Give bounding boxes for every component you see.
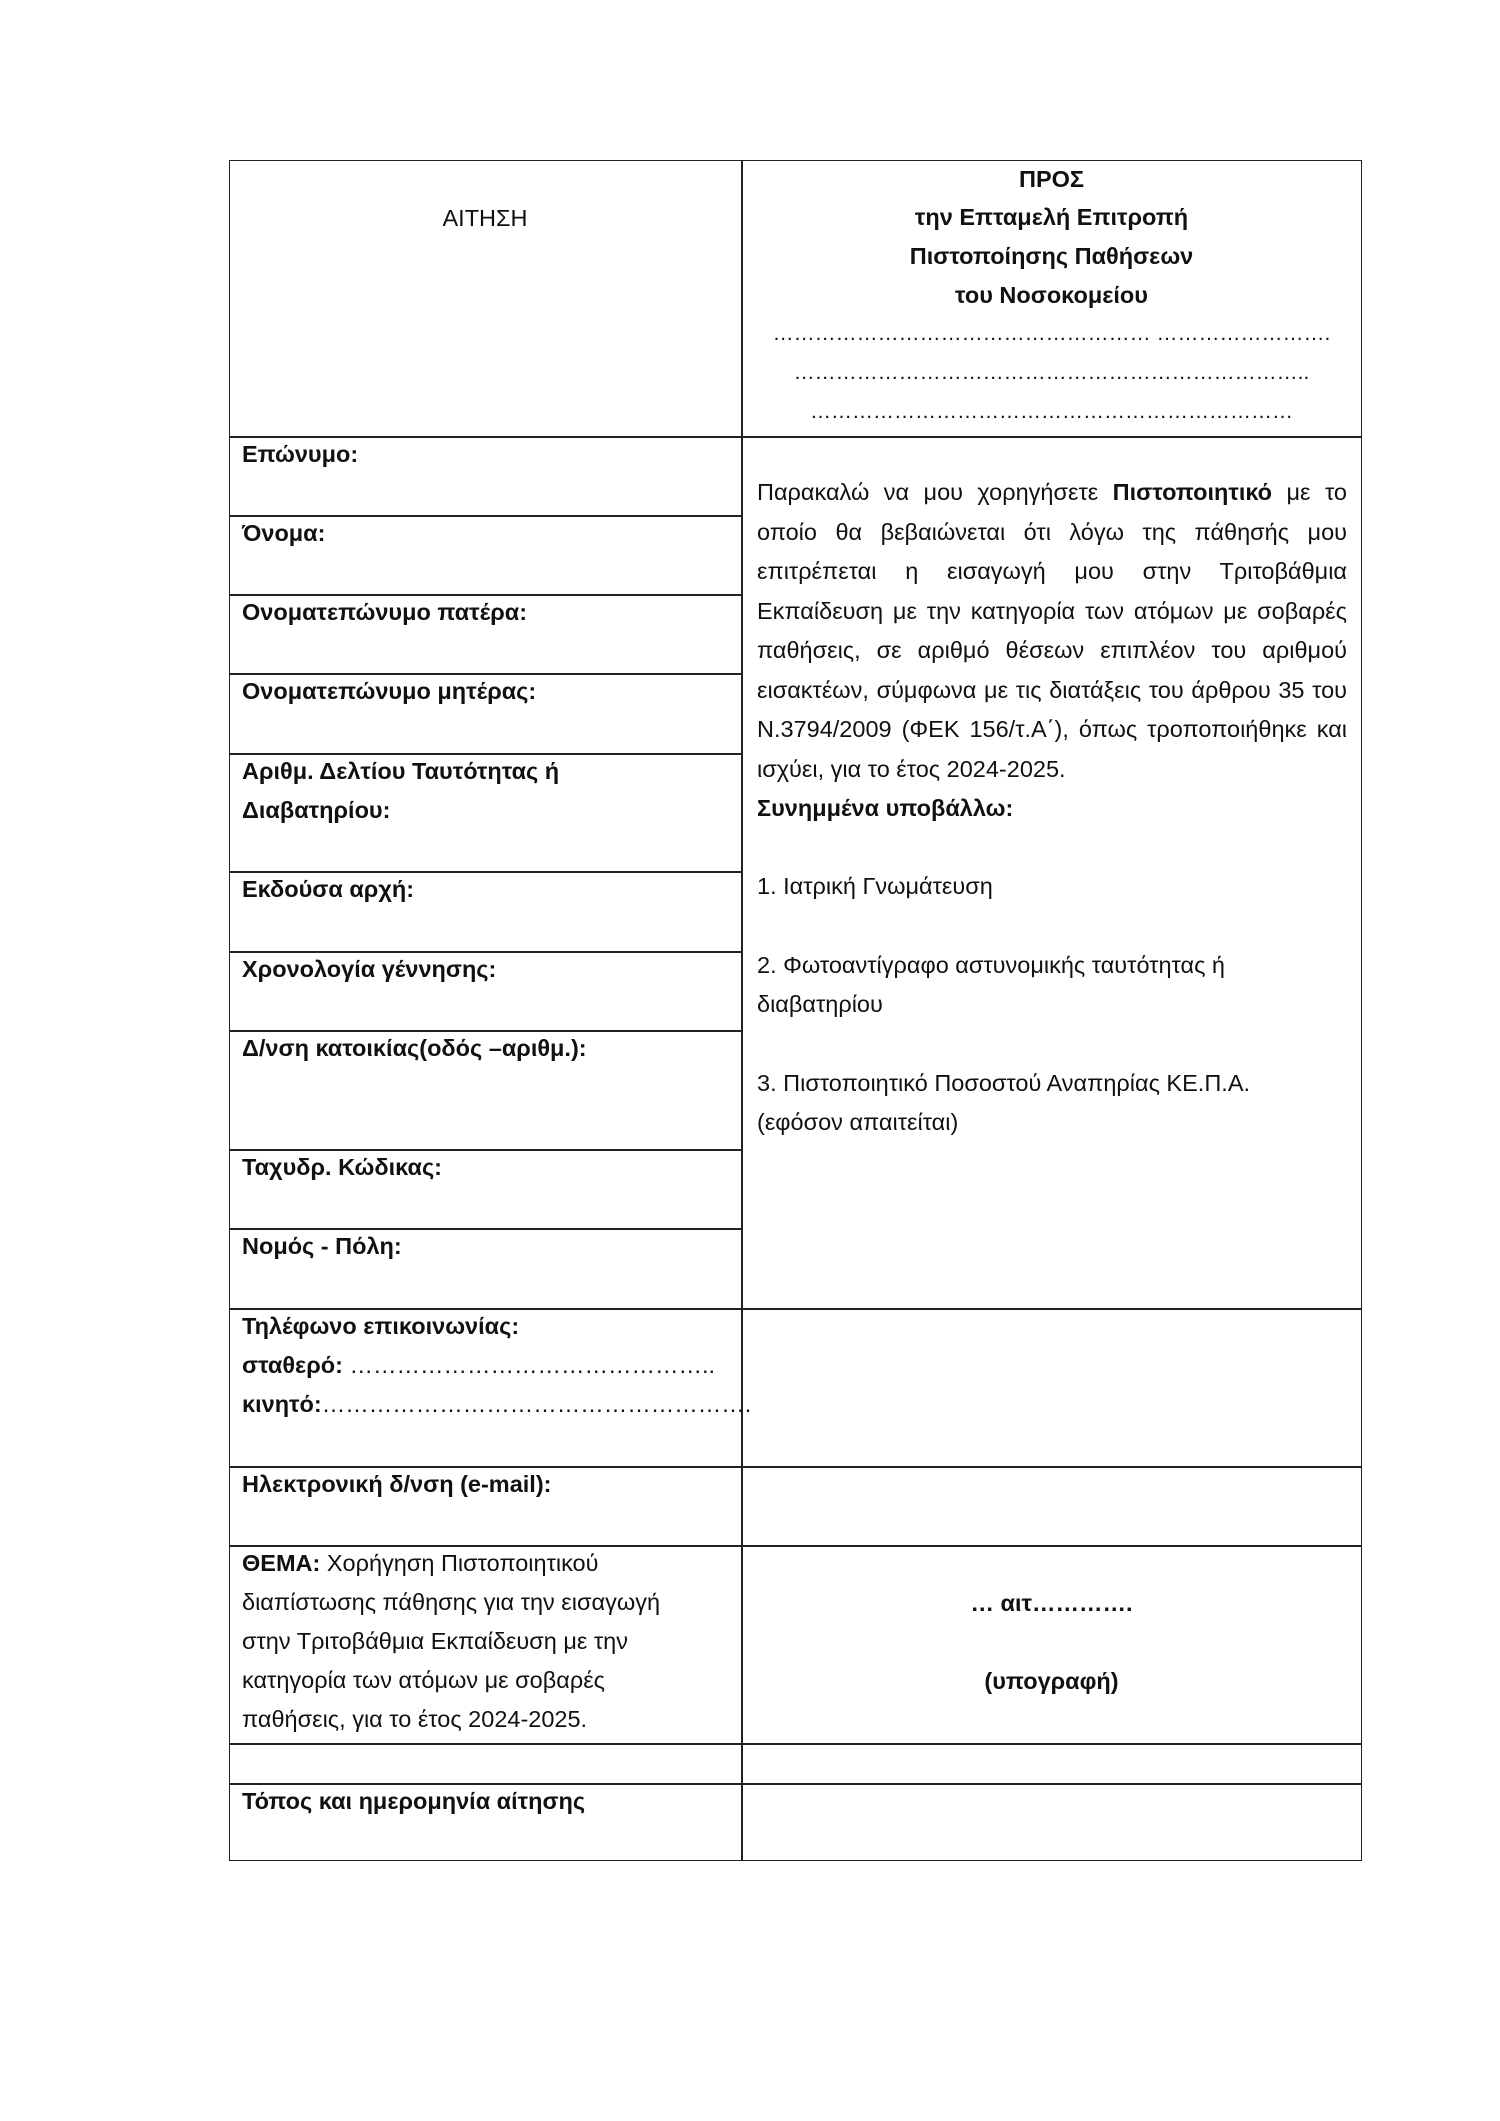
attachment-item: 2. Φωτοαντίγραφο αστυνομικής ταυτότητας ή (757, 952, 1225, 978)
attachment-item-cont: διαβατηρίου (757, 991, 883, 1017)
phone-label: Τηλέφωνο επικοινωνίας: (242, 1313, 520, 1339)
surname-field[interactable]: Επώνυμο: (242, 441, 359, 467)
recipient-line: του Νοσοκομείου (955, 282, 1148, 308)
subject-line (242, 1543, 598, 1583)
subject-text: κατηγορία των ατόμων με σοβαρές (242, 1667, 605, 1693)
subject-text: παθήσεις, για το έτος 2024-2025. (242, 1706, 588, 1732)
issuing-authority-field[interactable]: Εκδούσα αρχή: (242, 876, 415, 902)
place-date-field[interactable]: Τόπος και ημερομηνία αίτησης (242, 1788, 586, 1814)
attachment-item: 1. Ιατρική Γνωμάτευση (757, 873, 993, 899)
request-body: με το οποίο θα βεβαιώνεται ότι λόγω της πάθησής μου επιτρέπεται η εισαγωγή μου στην Τριτοβάθμια Εκπαίδευση με την κατηγορία των ατόμων με σοβαρές παθήσεις, σε αριθμό θέσεων επιπλέον του αριθμού εισακτέων, σύμφωνα με τις διατάξεις του άρθρου 35 του Ν.3794/2009 (ΦΕΚ 156/τ.Α΄), όπως τροποποιήθηκε και ισχύει, για το έτος 2024-2025. (757, 479, 1347, 782)
signature-label: (υπογραφή) (984, 1668, 1119, 1694)
hospital-address-blank[interactable]: ……………………………………………………………….. (793, 361, 1310, 384)
subject-text: Χορήγηση Πιστοποιητικού (320, 1550, 599, 1576)
form-title: ΑΙΤΗΣΗ (442, 205, 528, 231)
mother-name-field[interactable]: Ονοματεπώνυμο μητέρας: (242, 678, 537, 704)
phone-mobile-blank: ………………………………………………. (321, 1391, 752, 1417)
email-field[interactable]: Ηλεκτρονική δ/νση (e-mail): (242, 1471, 552, 1497)
hospital-name-blank[interactable]: ……………………………………………… ……………………. (772, 322, 1331, 345)
applicant-signature-line[interactable]: … αιτ…………. (970, 1590, 1133, 1616)
recipient-heading: ΠΡΟΣ (1018, 166, 1085, 192)
birth-year-field[interactable]: Χρονολογία γέννησης: (242, 956, 497, 982)
phone-mobile-field[interactable] (242, 1384, 751, 1424)
request-text (757, 473, 1347, 789)
phone-fixed-blank: ……………………………………….. (342, 1352, 716, 1378)
subject-text: στην Τριτοβάθμια Εκπαίδευση με την (242, 1628, 628, 1654)
request-certificate: Πιστοποιητικό (1112, 479, 1273, 505)
attachment-item: 3. Πιστοποιητικό Ποσοστού Αναπηρίας ΚΕ.Π.Α. (757, 1070, 1251, 1096)
phone-fixed-label: σταθερό: (242, 1352, 343, 1378)
attachment-item-cont: (εφόσον απαιτείται) (757, 1109, 959, 1135)
attachments-label: Συνημμένα υποβάλλω: (757, 795, 1014, 821)
phone-fixed-field[interactable] (242, 1345, 715, 1385)
subject-text: διαπίστωσης πάθησης για την εισαγωγή (242, 1589, 661, 1615)
father-name-field[interactable]: Ονοματεπώνυμο πατέρα: (242, 599, 528, 625)
phone-mobile-label: κινητό: (242, 1391, 322, 1417)
id-number-field[interactable]: Αριθμ. Δελτίου Ταυτότητας ή (242, 758, 560, 784)
hospital-city-blank[interactable]: …………………………………………………………… (810, 400, 1293, 423)
city-field[interactable]: Νομός - Πόλη: (242, 1233, 402, 1259)
recipient-line: Πιστοποίησης Παθήσεων (909, 243, 1194, 269)
row-divider (229, 1743, 1362, 1745)
id-number-field-cont: Διαβατηρίου: (242, 797, 391, 823)
recipient-line: την Επταμελή Επιτροπή (914, 204, 1189, 230)
postal-code-field[interactable]: Ταχυδρ. Κώδικας: (242, 1154, 442, 1180)
name-field[interactable]: Όνομα: (242, 520, 326, 546)
request-intro: Παρακαλώ να μου χορηγήσετε (757, 479, 1113, 505)
subject-label: ΘΕΜΑ: (242, 1550, 321, 1576)
row-divider (229, 436, 1362, 438)
address-field[interactable]: Δ/νση κατοικίας(οδός –αριθμ.): (242, 1035, 587, 1061)
